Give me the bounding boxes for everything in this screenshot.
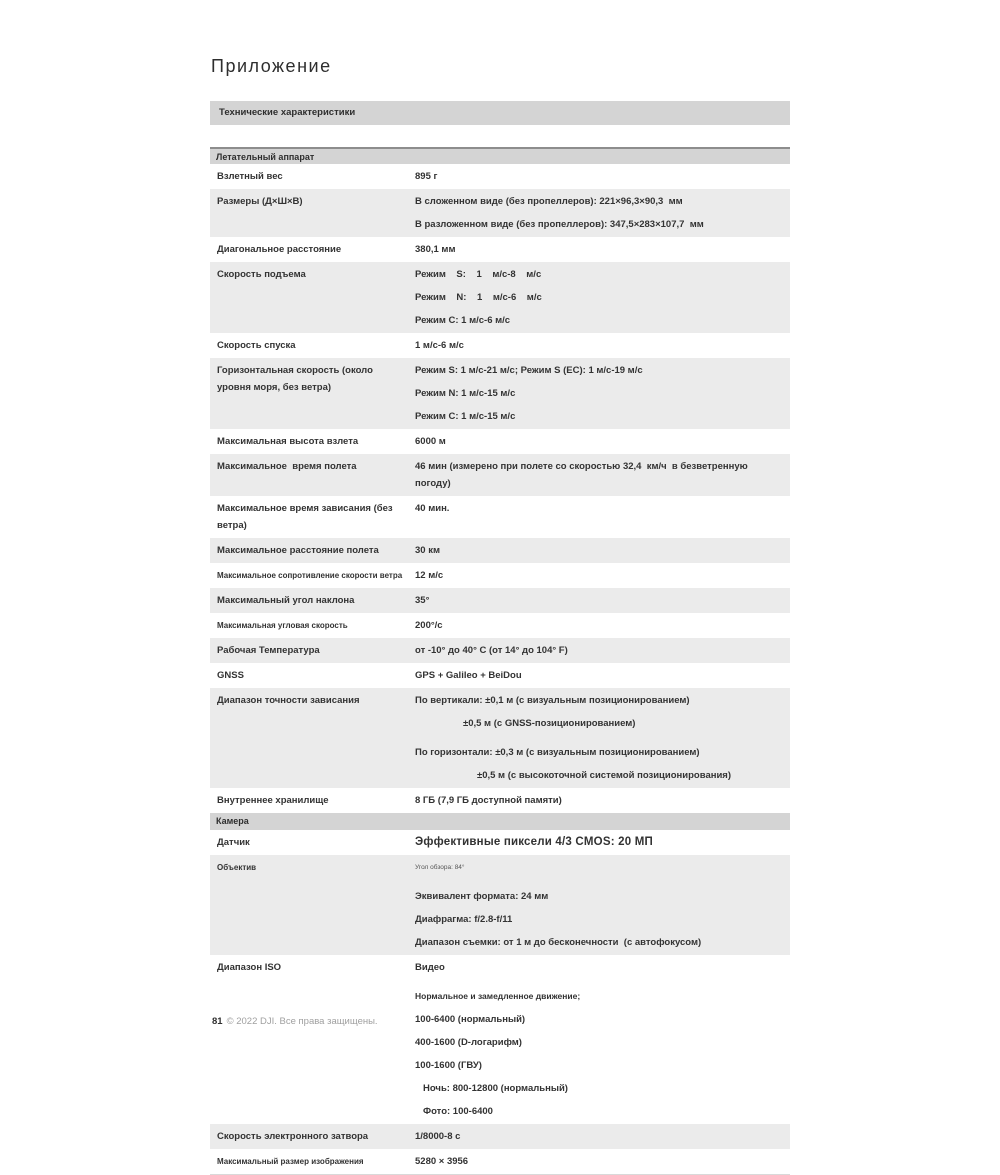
spec-value-line: от -10° до 40° C (от 14° до 104° F) xyxy=(415,645,568,656)
page-footer xyxy=(212,1016,378,1027)
spec-value-line: GPS + Galileo + BeiDou xyxy=(415,670,522,681)
spec-label: Максимальный угол наклона xyxy=(217,595,355,606)
page-number: 81 xyxy=(212,1016,223,1027)
spec-value-line: 380,1 мм xyxy=(415,244,456,255)
spec-value-line: Нормальное и замедленное движение; xyxy=(415,991,581,1001)
table-row xyxy=(210,830,790,855)
spec-value-line: Диафрагма: f/2.8-f/11 xyxy=(415,914,513,925)
spec-label: Максимальная угловая скорость xyxy=(217,621,348,630)
spec-value xyxy=(408,166,790,187)
spec-value-line: Диапазон съемки: от 1 м до бесконечности (с автофокусом) xyxy=(415,937,702,948)
table-row xyxy=(210,955,790,1124)
spec-value xyxy=(408,665,790,686)
spec-value-line: По вертикали: ±0,1 м (с визуальным позиционированием) xyxy=(415,695,690,706)
spec-label: Максимальное время полета xyxy=(217,461,357,472)
table-row xyxy=(210,358,790,429)
spec-value-line: ±0,5 м (с высокоточной системой позиционирования) xyxy=(477,770,732,781)
spec-value xyxy=(408,857,790,953)
table-row xyxy=(210,189,790,237)
spec-value-line: Режим C: 1 м/с-6 м/с xyxy=(415,315,511,326)
spec-value-line: 1/8000-8 с xyxy=(415,1131,461,1142)
spec-label: Максимальное время зависания (без ветра) xyxy=(217,503,396,531)
spec-value-line: 100-1600 (ГВУ) xyxy=(415,1060,482,1071)
spec-label: Скорость подъема xyxy=(217,269,306,280)
spec-label: Максимальное сопротивление скорости ветра xyxy=(217,571,403,580)
table-row xyxy=(210,454,790,496)
spec-label: GNSS xyxy=(217,670,244,681)
spec-value xyxy=(408,1151,790,1172)
spec-label: Размеры (Д×Ш×В) xyxy=(217,196,303,207)
spec-value xyxy=(408,590,790,611)
spec-value xyxy=(408,264,790,331)
spec-label: Датчик xyxy=(217,837,250,848)
spec-value xyxy=(408,360,790,427)
table-row xyxy=(210,237,790,262)
spec-value-line: 6000 м xyxy=(415,436,446,447)
spec-value-line: Угол обзора: 84° xyxy=(415,864,465,871)
spec-value-line: Режим N: 1 м/с-6 м/с xyxy=(415,292,542,303)
spec-value xyxy=(408,191,790,235)
spec-value-line: Режим C: 1 м/с-15 м/с xyxy=(415,411,516,422)
spec-label: Максимальный размер изображения xyxy=(217,1157,364,1166)
spec-value-line: ±0,5 м (с GNSS-позиционированием) xyxy=(463,718,636,729)
table-row xyxy=(210,429,790,454)
spec-value-line: В сложенном виде (без пропеллеров): 221×96,3×90,3 мм xyxy=(415,196,683,207)
spec-label: Диапазон ISO xyxy=(217,962,282,973)
spec-label: Внутреннее хранилище xyxy=(217,795,329,806)
spec-value-line: Режим S: 1 м/с-8 м/с xyxy=(415,269,542,280)
spec-value xyxy=(408,832,790,853)
spec-value-line: 30 км xyxy=(415,545,440,556)
spec-label: Взлетный вес xyxy=(217,171,283,182)
spec-label: Максимальная высота взлета xyxy=(217,436,359,447)
spec-value xyxy=(408,615,790,636)
spec-value xyxy=(408,456,790,494)
table-row xyxy=(210,496,790,538)
table-row xyxy=(210,613,790,638)
spec-value-line: 12 м/с xyxy=(415,570,444,581)
table-row xyxy=(210,788,790,813)
table-row xyxy=(210,1124,790,1149)
spec-label: Максимальное расстояние полета xyxy=(217,545,379,556)
spec-value xyxy=(408,239,790,260)
spec-value-line: 35° xyxy=(415,595,430,606)
spec-value-line: По горизонтали: ±0,3 м (с визуальным позиционированием) xyxy=(415,747,700,758)
spec-value-line: В разложенном виде (без пропеллеров): 347,5×283×107,7 мм xyxy=(415,219,704,230)
spec-value xyxy=(408,565,790,586)
spec-label: Горизонтальная скорость (около уровня моря, без ветра) xyxy=(217,365,376,393)
spec-label: Скорость спуска xyxy=(217,340,296,351)
spec-label: Диагональное расстояние xyxy=(217,244,342,255)
spec-value-line: Фото: 100-6400 xyxy=(423,1106,493,1117)
spec-value-line: 8 ГБ (7,9 ГБ доступной памяти) xyxy=(415,795,562,806)
section-header-specs xyxy=(210,101,790,125)
spec-label: Рабочая Температура xyxy=(217,645,320,656)
spec-value xyxy=(408,690,790,786)
spec-label: Объектив xyxy=(217,863,257,872)
spec-value xyxy=(408,1126,790,1147)
spec-value-line: Эффективные пиксели 4/3 CMOS: 20 МП xyxy=(415,836,653,848)
table-row xyxy=(210,563,790,588)
spec-value xyxy=(408,335,790,356)
table-row xyxy=(210,855,790,955)
spec-label: Скорость электронного затвора xyxy=(217,1131,369,1142)
spec-value-line: 5280 × 3956 xyxy=(415,1156,469,1167)
spec-value-line: Режим N: 1 м/с-15 м/с xyxy=(415,388,516,399)
table-row xyxy=(210,638,790,663)
spec-value-line: 100-6400 (нормальный) xyxy=(415,1014,526,1025)
table-row xyxy=(210,164,790,189)
spec-value-line: Ночь: 800-12800 (нормальный) xyxy=(423,1083,568,1094)
spec-value xyxy=(408,540,790,561)
table-row xyxy=(210,663,790,688)
table-row xyxy=(210,1149,790,1174)
table-row xyxy=(210,262,790,333)
table-row xyxy=(210,688,790,788)
spec-value xyxy=(408,498,790,536)
spec-value-line: 46 мин (измерено при полете со скоростью 32,4 км/ч в безветренную погоду) xyxy=(415,461,751,489)
spec-label: Диапазон точности зависания xyxy=(217,695,360,706)
spec-value-line: 40 мин. xyxy=(415,503,450,514)
spec-value-line: 1 м/с-6 м/с xyxy=(415,340,464,351)
spec-value xyxy=(408,957,790,1122)
spec-value-line: 400-1600 (D-логарифм) xyxy=(415,1037,522,1048)
section-bar: Камера xyxy=(210,813,790,830)
table-row xyxy=(210,588,790,613)
section-header-label: Технические характеристики xyxy=(219,107,356,118)
spec-value-line: Эквивалент формата: 24 мм xyxy=(415,891,549,902)
copyright-text: © 2022 DJI. Все права защищены. xyxy=(226,1016,378,1027)
section-bar: Летательный аппарат xyxy=(210,147,790,164)
page-title: Приложение xyxy=(211,56,332,76)
spec-value xyxy=(408,640,790,661)
spec-value-line: Видео xyxy=(415,962,445,973)
spec-value-line: 895 г xyxy=(415,171,438,182)
spec-value xyxy=(408,431,790,452)
spec-value-line: Режим S: 1 м/с-21 м/с; Режим S (EC): 1 м/с-19 м/с xyxy=(415,365,643,376)
spec-value xyxy=(408,790,790,811)
table-row xyxy=(210,538,790,563)
spec-value-line: 200°/с xyxy=(415,620,443,631)
table-row xyxy=(210,333,790,358)
document-page xyxy=(210,56,790,1175)
